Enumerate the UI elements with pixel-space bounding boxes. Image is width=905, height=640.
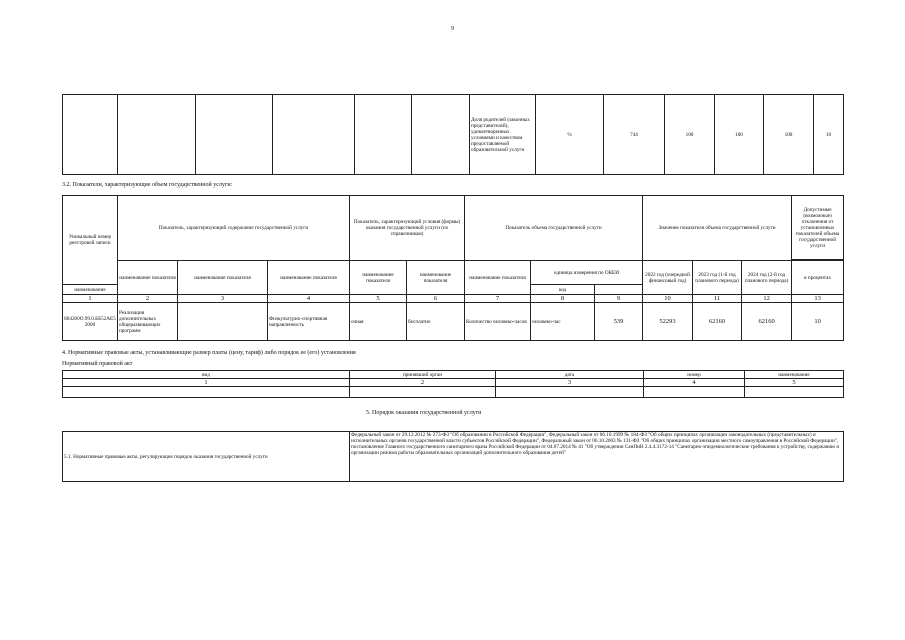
acts-empty-cell [644,387,745,398]
acts-col-number: 2 [350,379,496,387]
cell-empty [355,95,412,175]
quality-indicators-table [62,94,844,175]
sub-name-indicator-4: наименование показателя [350,261,407,295]
sub-percent: в процентах [792,261,844,295]
sub-year-2022: 2022 год (очередной финансовый год) [643,261,693,295]
sub-name-indicator-3: наименование показателя [268,261,350,295]
col-number: 1 [63,295,118,303]
col-number: 10 [643,295,693,303]
section-5-1-table [62,431,844,482]
col-number: 2 [118,295,178,303]
row-empty [178,303,268,341]
sub-name-indicator-1: наименование показателя [118,261,178,295]
acts-header-date: дата [496,371,644,379]
acts-empty-cell [496,387,644,398]
header-content-indicator: Показатель, характеризующий содержание государственной услуги [118,196,350,261]
row-programs: Реализация дополнительных общеразвивающих программ [118,303,178,341]
row-payment: бесплатно [407,303,465,341]
col-number: 12 [742,295,792,303]
header-registry-number: Уникальный номер реестровой записи [63,196,118,285]
row-value-2023: 62160 [693,303,742,341]
quality-value-2024: 100 [764,95,814,175]
section-5-1-label: 5.1. Нормативные правовые акты, регулирующие порядок оказания государственной услуги [63,432,350,482]
header-volume-indicator: Показатель объема государственной услуги [465,196,643,261]
col-number: 6 [407,295,465,303]
legal-acts-table [62,370,844,398]
acts-header-name: наименование [745,371,844,379]
quality-deviation: 10 [814,95,844,175]
quality-indicator-name: Доля родителей (законных представителей), удовлетворенных условиями и качеством предоставляемой образовательной услуги [470,95,536,175]
section-5-1-text: Федеральный закон от 29.12.2012 № 273-ФЗ "Об образовании в Российской Федерации", Федеральный закон от 06.10.1999 № 184-ФЗ "Об общих принципах организации законодательных (представительных) и исполнительных органов государственной власти субъектов Российской Федерации", Федеральный закон от 06.10.2003 № 131-ФЗ "Об общих принципах организации местного самоуправления в Российской Федерации", постановление Главного государственного санитарного врача Российской Федерации от 04.07.2014 № 41 "Об утверждении СанПиН 2.4.4.3172-14 "Санитарно-эпидемиологические требования к устройству, содержанию и организации режима работы образовательных организаций дополнительного образования детей" [350,432,844,482]
acts-empty-cell [63,387,350,398]
acts-col-number: 5 [745,379,844,387]
acts-col-number: 3 [496,379,644,387]
sub-year-2023: 2023 год (1-й год планового периода) [693,261,742,295]
row-registry-number: 804200О.99.0.ББ52АЕ52000 [63,303,118,341]
sub-unit-code: код [531,285,595,295]
col-number: 11 [693,295,742,303]
row-form: очная [350,303,407,341]
row-value-2022: 52293 [643,303,693,341]
header-volume-value: Значение показателя объема государственной услуги [643,196,792,261]
volume-indicators-table [62,195,844,341]
row-direction: Физкультурно-спортивная направленность [268,303,350,341]
row-value-2024: 62160 [742,303,792,341]
acts-header-number: номер [644,371,745,379]
row-unit: человеко-час [531,303,595,341]
section-3-2-title: 3.2. Показатели, характеризующие объем государственной услуги: [62,182,233,188]
sub-year-2024: 2024 год (2-й год планового периода) [742,261,792,295]
acts-col-number: 4 [644,379,745,387]
header-deviation: Допустимые (возможные) отклонения от установленных показателей объема государственной услуги [792,196,844,260]
section-5-title: 5. Порядок оказания государственной услуги [366,410,482,416]
quality-okei-code: 744 [604,95,665,175]
col-number: 9 [595,295,643,303]
acts-header-authority: принявший орган [350,371,496,379]
quality-value-2023: 100 [715,95,764,175]
cell-empty [63,95,118,175]
sub-unit-name: наименование [63,285,118,295]
sub-name-indicator-5: наименование показателя [407,261,465,295]
sub-okei-unit: единица измерения по ОКЕИ [531,261,643,285]
col-number: 3 [178,295,268,303]
col-number: 4 [268,295,350,303]
col-number: 7 [465,295,531,303]
row-deviation: 10 [792,303,844,341]
page-number: 9 [451,26,454,32]
section-4-title: 4. Нормативные правовые акты, устанавливающие размер платы (цену, тариф) либо порядок ее (его) установления [62,350,356,356]
col-number: 13 [792,295,844,303]
quality-value-2022: 100 [665,95,715,175]
row-indicator: Количество человеко-часов [465,303,531,341]
sub-name-indicator-6: наименование показателя [465,261,531,295]
acts-header-type: вид [63,371,350,379]
cell-empty [412,95,470,175]
acts-empty-cell [745,387,844,398]
col-number: 8 [531,295,595,303]
acts-empty-cell [350,387,496,398]
quality-unit: % [536,95,604,175]
legal-act-label: Нормативный правовой акт [62,361,133,367]
cell-empty [196,95,273,175]
row-okei-code: 539 [595,303,643,341]
acts-col-number: 1 [63,379,350,387]
cell-empty [273,95,355,175]
header-conditions-indicator: Показатель, характеризующий условия (формы) оказания государственной услуги (по справочникам) [350,196,465,261]
col-number: 5 [350,295,407,303]
sub-name-indicator-2: наименование показателя [178,261,268,295]
cell-empty [118,95,196,175]
